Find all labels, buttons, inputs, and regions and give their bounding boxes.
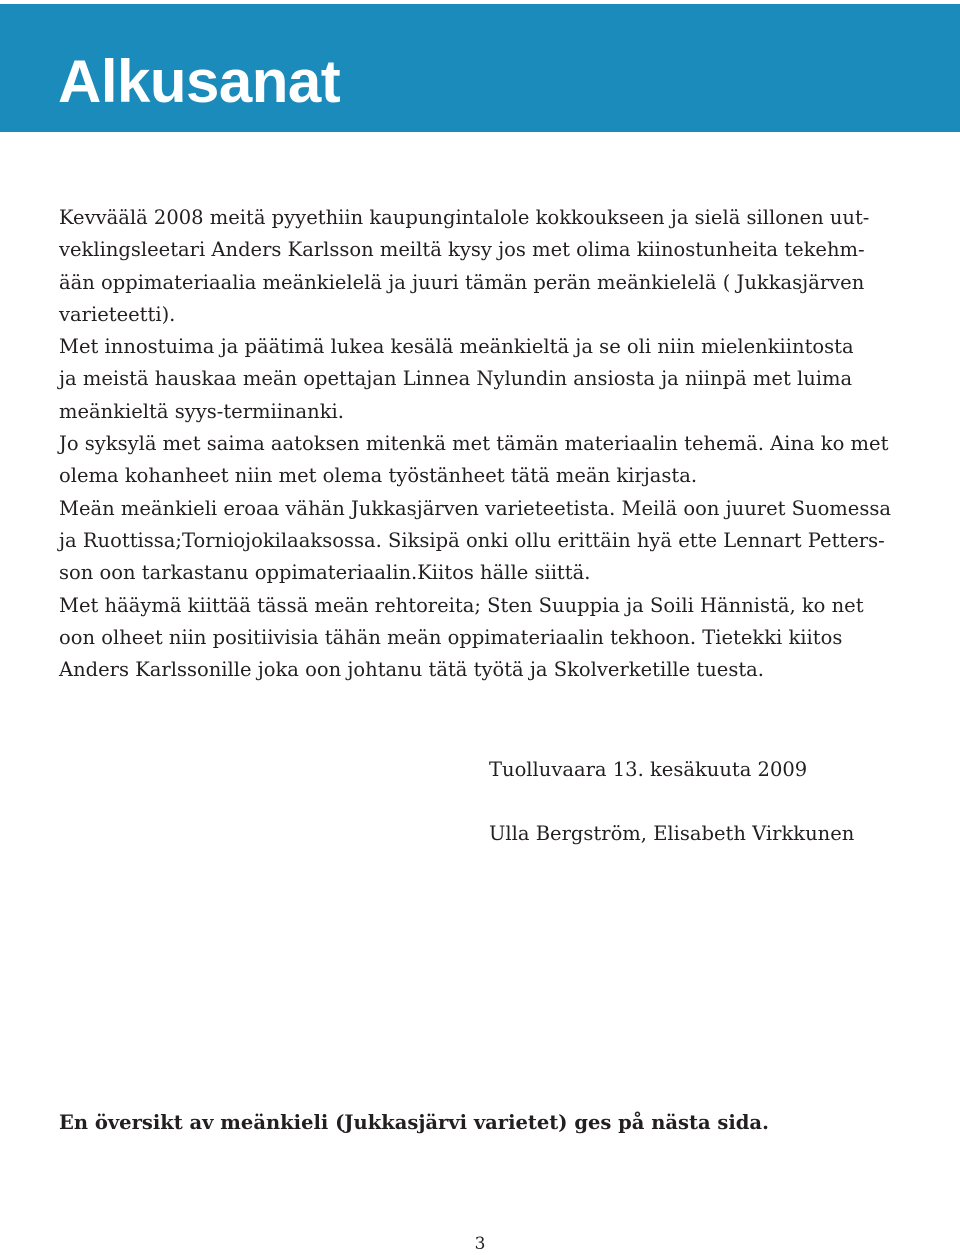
title-banner [0,4,960,132]
body-line: ja meistä hauskaa meän opettajan Linnea Nylundin ansiosta ja niinpä met luima [59,367,853,391]
body-line: ja Ruottissa;Torniojokilaaksossa. Siksipä onki ollu erittäin hyä ette Lennart Petters- [59,528,885,552]
body-line: son oon tarkastanu oppimateriaalin.Kiitos hälle siittä. [59,561,591,585]
body-line: oon olheet niin positiivisia tähän meän oppimateriaalin tekhoon. Tietekki kiitos [59,625,843,649]
signature-date: Tuolluvaara 13. kesäkuuta 2009 [489,758,808,781]
body-line: Met innostuima ja päätimä lukea kesälä meänkieltä ja se oli niin mielenkiintosta [59,335,854,359]
body-text [59,202,939,686]
page-number: 3 [474,1234,486,1254]
body-line: meänkieltä syys-termiinanki. [59,399,344,423]
body-line: Anders Karlssonille joka oon johtanu tätä työtä ja Skolverketille tuesta. [59,658,765,682]
body-line: veklingsleetari Anders Karlsson meiltä kysy jos met olima kiinostunheita tekehm- [59,238,865,262]
next-page-note: En översikt av meänkieli (Jukkasjärvi varietet) ges på nästa sida. [59,1111,769,1134]
body-line: Kevväälä 2008 meitä pyyethiin kaupungintalole kokkoukseen ja sielä sillonen uut- [59,206,870,229]
body-line: varieteetti). [59,302,176,326]
body-line: Met hääymä kiittää tässä meän rehtoreita; Sten Suuppia ja Soili Hännistä, ko net [59,593,864,617]
body-line: olema kohanheet niin met olema työstänheet tätä meän kirjasta. [59,464,698,488]
body-line: Meän meänkieli eroaa vähän Jukkasjärven varieteetista. Meilä oon juuret Suomessa [59,496,891,520]
body-line: ään oppimateriaalia meänkielelä ja juuri tämän perän meänkielelä ( Jukkasjärven [59,270,865,294]
signature-authors: Ulla Bergström, Elisabeth Virkkunen [489,822,855,845]
body-line: Jo syksylä met saima aatoksen mitenkä met tämän materiaalin tehemä. Aina ko met [59,432,889,456]
page-title: Alkusanat [58,48,341,115]
